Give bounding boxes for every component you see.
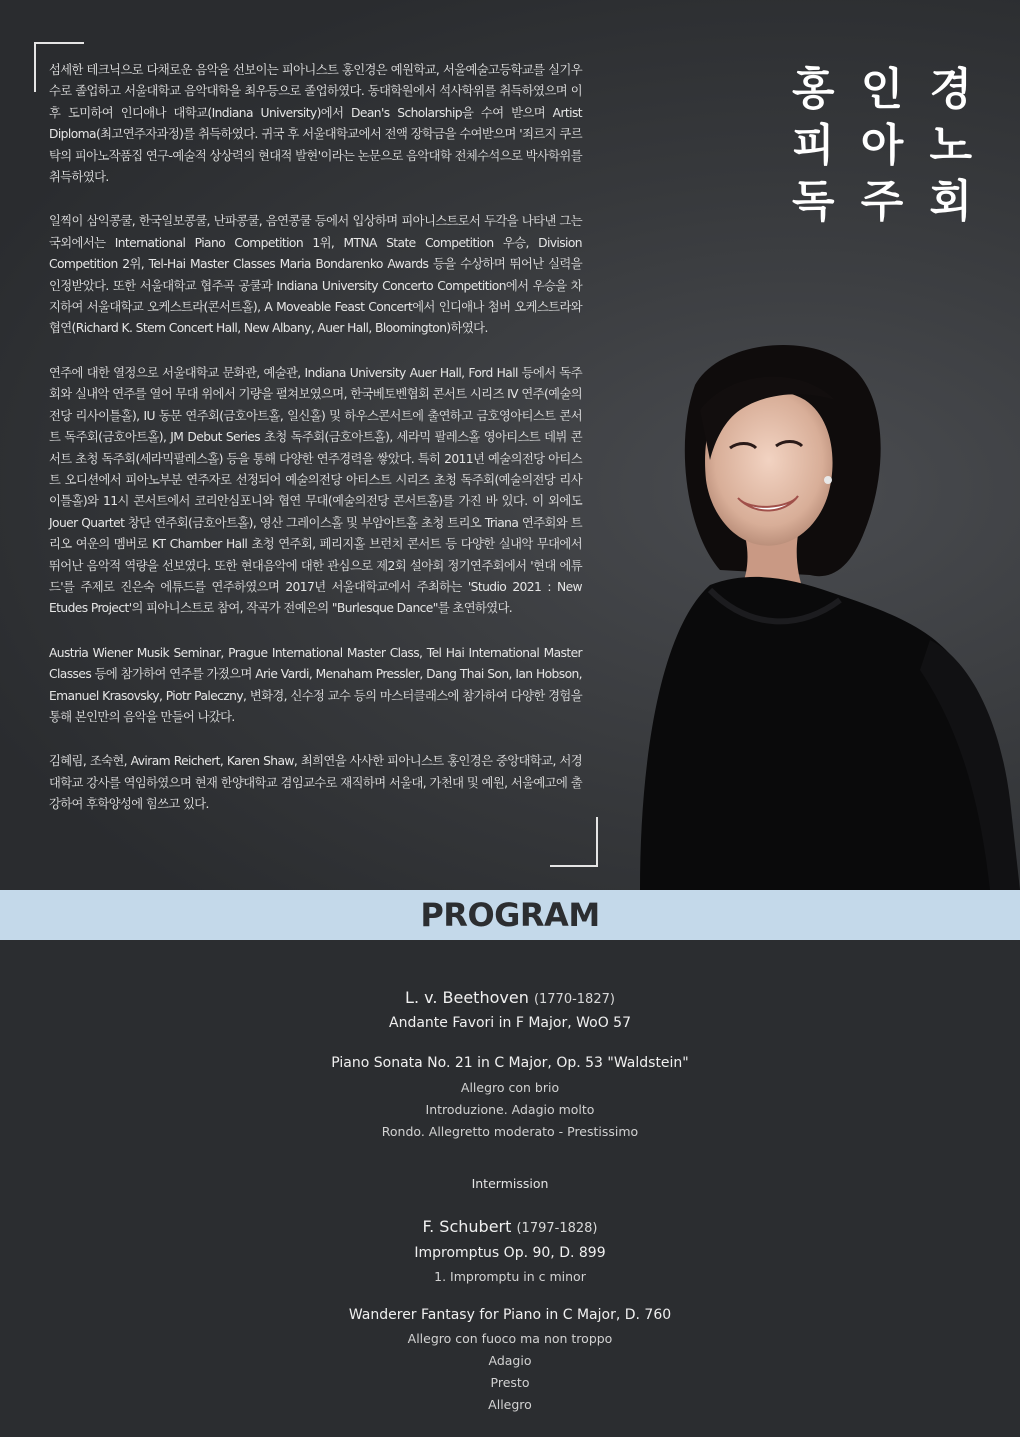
intermission: Intermission [471, 1176, 549, 1191]
composer-name: L. v. Beethoven [405, 988, 529, 1007]
bio-paragraph-3: 연주에 대한 열정으로 서울대학교 문화관, 예술관, Indiana University Auer Hall, Ford Hall 등에서 독주회와 실내악 연주를 열어 무대 위에서 기량을 펼쳐보였으며, 한국베토벤협회 콘서트 시리즈 IV 연주(예술의전당 리사이틀홀), IU 동문 연주회(금호아트홀, 일신홀) 및 하우스콘서트에 출연하고 금호영아티스트 콘서트 독주회(금호아트홀), JM Debut Series 초청 독주회(금호아트홀), 세라믹 팔레스홀 영아티스트 데뷔 콘서트 초청 독주회(세라믹팔레스홀) 등을 통해 다양한 연주경력을 쌓았다. 특히 2011년 예술의전당 아티스트 오디션에서 피아노부분 연주자로 선정되어 예술의전당 아티스트 시리즈 초청 독주회(예술의전당 리사이틀홀)와 11시 콘서트에서 코리안심포니와 협연 무대(예술의전당 콘서트홀)를 가진 바 있다. 이 외에도 Jouer Quartet 창단 연주회(금호아트홀), 영산 그레이스홀 및 부암아트홀 초청 트리오 Triana 연주회와 트리오 여운의 멤버로 KT Chamber Hall 초청 연주회, 페리지홀 브런치 콘서트 등 다양한 실내악 무대에서 뛰어난 음악적 역량을 선보였다. 또한 현대음악에 대한 관심으로 제2회 설아회 정기연주회에서 '현대 에튜드'를 주제로 진은숙 에튜드를 연주하였으며 2017년 서울대학교에서 주최하는 'Studio 2021 : New Etudes Project'의 피아니스트로 참여, 작곡가 전예은의 "Burlesque Dance"를 초연하였다. [49, 365, 582, 616]
movement: Allegro con brio [460, 1080, 560, 1095]
biography [49, 60, 582, 839]
program-heading-band [0, 890, 1020, 940]
composer-years: (1770-1827) [533, 992, 615, 1007]
title-line-2 [792, 118, 972, 174]
composer-name: F. Schubert [422, 1217, 512, 1236]
title-line-3 [792, 174, 972, 230]
composer-schubert [0, 1217, 1020, 1236]
work-title: Andante Favori in F Major, WoO 57 [389, 1015, 631, 1031]
work-title: Wanderer Fantasy for Piano in C Major, D. 760 [348, 1307, 672, 1323]
title-char: 경 [929, 64, 972, 115]
work-title: Piano Sonata No. 21 in C Major, Op. 53 "Waldstein" [331, 1055, 689, 1071]
bio-paragraph-5: 김혜림, 조숙현, Aviram Reichert, Karen Shaw, 최희연을 사사한 피아니스트 홍인경은 중앙대학교, 서경대학교 강사를 역임하였으며 현재 한양대학교 겸임교수로 재직하며 서울대, 가천대 및 예원, 서울예고에 출강하여 후학양성에 힘쓰고 있다. [49, 754, 582, 812]
movement: Allegro [488, 1397, 532, 1412]
work-title: Impromptus Op. 90, D. 899 [414, 1245, 606, 1261]
bio-paragraph-1: 섬세한 테크닉으로 다채로운 음악을 선보이는 피아니스트 홍인경은 예원학교, 서울예술고등학교를 실기우수로 졸업하고 서울대학교 음악대학을 최우등으로 졸업하였다. 동대학원에서 석사학위를 취득하였으며 이후 도미하여 인디애나 대학교(Indiana University)에서 Dean's Scholarship을 수여 받으며 Artist Diploma(최고연주자과정)를 취득하였다. 귀국 후 서울대학교에서 전액 장학금을 수여받으며 '죄르지 쿠르탁의 피아노작품집 연구-예술적 상상력의 현대적 발현'이라는 논문으로 음악대학 전체수석으로 박사학위를 취득하였다. [49, 63, 582, 185]
bio-paragraph-2: 일찍이 삼익콩쿨, 한국일보콩쿨, 난파콩쿨, 음연콩쿨 등에서 입상하며 피아니스트로서 두각을 나타낸 그는 국외에서는 International Piano Competition 1위, MTNA State Competition 우승, Division Competition 2위, Tel-Hai Master Classes Maria Bondarenko Awards 등을 수상하며 뛰어난 실력을 인정받았다. 또한 서울대학교 협주곡 공쿨과 Indiana University Concerto Competition에서 우승을 차지하여 서울대학교 오케스트라(콘서트홀), A Moveable Feast Concert에서 인디애나 첨버 오케스트라와 협연(Richard K. Stern Concert Hall, New Albany, Auer Hall, Bloomington)하였다. [49, 214, 582, 336]
composer-beethoven [0, 988, 1020, 1007]
movement: Presto [490, 1375, 530, 1390]
title-char: 인 [860, 64, 904, 115]
title-char: 독 [792, 176, 835, 227]
movement: Introduzione. Adagio molto [425, 1102, 595, 1117]
title-char: 노 [929, 120, 972, 171]
title-char: 피 [792, 120, 835, 171]
title-char: 아 [860, 120, 904, 171]
title-char: 회 [929, 176, 972, 227]
pianist-photo [600, 330, 1020, 890]
composer-years: (1797-1828) [516, 1221, 598, 1236]
movement: Rondo. Allegretto moderato - Prestissimo [381, 1124, 639, 1139]
program-heading: PROGRAM [420, 896, 600, 934]
recital-title [792, 62, 972, 230]
bio-paragraph-4: Austria Wiener Musik Seminar, Prague International Master Class, Tel Hai International Master Classes 등에 참가하여 연주를 가졌으며 Arie Vardi, Menaham Pressler, Dang Thai Son, Ian Hobson, Emanuel Krasovsky, Piotr Paleczny, 변화경, 신수정 교수 등의 마스터클래스에 참가하여 다양한 경험을 통해 본인만의 음악을 만들어 나갔다. [49, 645, 582, 724]
movement: Allegro con fuoco ma non troppo [407, 1331, 613, 1346]
title-char: 주 [860, 176, 904, 227]
movement: 1. Impromptu in c minor [434, 1269, 586, 1284]
title-char: 홍 [792, 64, 835, 115]
movement: Adagio [488, 1353, 532, 1368]
title-line-1 [792, 62, 972, 118]
